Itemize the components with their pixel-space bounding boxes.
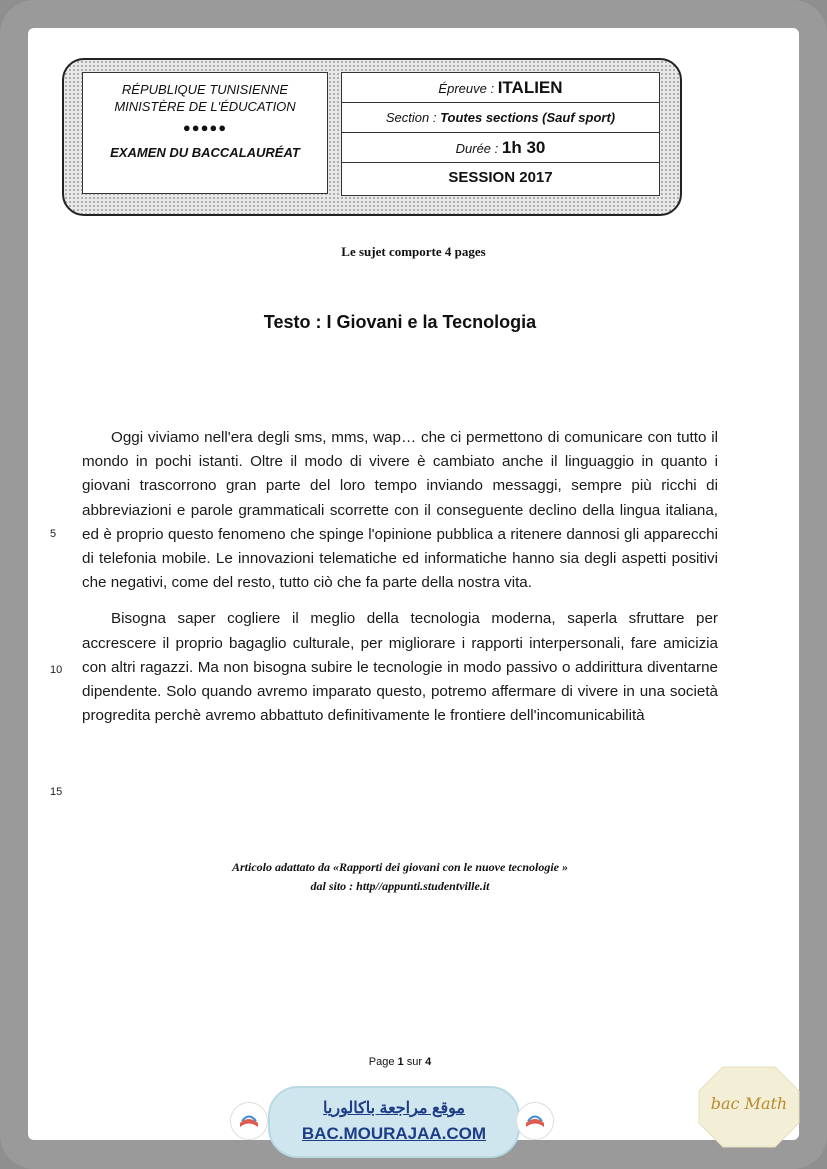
site-banner-link[interactable] bbox=[268, 1086, 520, 1158]
source-line-2: dal sito : http//appunti.studentville.it bbox=[310, 879, 490, 893]
section-value: Toutes sections (Sauf sport) bbox=[440, 110, 616, 125]
line-number-5: 5 bbox=[50, 528, 57, 540]
epreuve-value: ITALIEN bbox=[497, 78, 563, 97]
epreuve-row bbox=[342, 73, 659, 103]
bacmath-badge-text: bac Math bbox=[710, 1094, 788, 1113]
section-row bbox=[342, 103, 659, 133]
exam-text: EXAMEN DU BACCALAURÉAT bbox=[110, 145, 300, 160]
source-line-1: Articolo adattato da «Rapporti dei giovani con le nuove tecnologie » bbox=[232, 860, 568, 874]
paragraph-2: Bisogna saper cogliere il meglio della tecnologia moderna, saperla sfruttare per accrescere il proprio bagaglio culturale, per migliorare i rapporti interpersonali, fare amicizia con altri ragazzi. Ma non bisogna subire le tecnologie in modo passivo o addirittura diventarne dipendente. Solo quando avremo imparato questo, potremo affermare di vivere in una società progredita perchè avremo abbattuto definitivamente le frontiere dell'incomunicabilità bbox=[82, 610, 718, 725]
source-citation bbox=[0, 858, 800, 896]
exam-info-panel bbox=[341, 72, 660, 196]
paragraph-1: Oggi viviamo nell'era degli sms, mms, wap… che ci permettono di comunicare con tutto il mondo in pochi istanti. Oltre il modo di vivere è cambiato anche il linguaggio in quanto i giovani trascorrono gran parte del loro tempo inviando messaggi, sempre più ricchi di abbreviazioni e parole grammaticali scorrette con il conseguente declino della lingua italiana, ed è proprio questo fenomeno che spinge l'opinione pubblica a ritenere dannosi gli apparecchi di telefonia mobile. Le innovazioni telematiche ed informatiche hanno sia degli aspetti positivi che negativi, come del resto, tutto ciò che fa parte della nostra vita. bbox=[82, 429, 718, 592]
line-number-10: 10 bbox=[50, 664, 63, 676]
duree-row bbox=[342, 133, 659, 163]
epreuve-label: Épreuve : bbox=[438, 81, 495, 96]
text-title: Testo : I Giovani e la Tecnologia bbox=[263, 312, 537, 332]
page-label-pre: Page bbox=[368, 1056, 398, 1068]
session-row: SESSION 2017 bbox=[448, 169, 553, 186]
institution-panel bbox=[82, 72, 328, 194]
duree-label: Durée : bbox=[455, 141, 499, 156]
section-label: Section : bbox=[385, 110, 437, 125]
banner-arabic-text[interactable]: موقع مراجعة باكالوريا bbox=[323, 1100, 465, 1117]
republic-text: RÉPUBLIQUE TUNISIENNE bbox=[121, 82, 289, 97]
banner-url[interactable]: BAC.MOURAJAA.COM bbox=[301, 1124, 487, 1143]
site-logo-icon bbox=[230, 1102, 268, 1140]
page-total: 4 bbox=[425, 1056, 432, 1068]
page-current: 1 bbox=[397, 1056, 404, 1068]
line-number-15: 15 bbox=[50, 786, 63, 798]
page-number bbox=[0, 1056, 800, 1068]
duree-value: 1h 30 bbox=[501, 138, 546, 157]
site-logo-icon bbox=[516, 1102, 554, 1140]
page-label-mid: sur bbox=[403, 1056, 426, 1068]
passage-body bbox=[82, 426, 718, 728]
pages-note: Le sujet comporte 4 pages bbox=[341, 244, 486, 259]
ministry-text: MINISTÈRE DE L'ÉDUCATION bbox=[114, 99, 296, 114]
dots-separator: ●●●●● bbox=[182, 120, 228, 135]
